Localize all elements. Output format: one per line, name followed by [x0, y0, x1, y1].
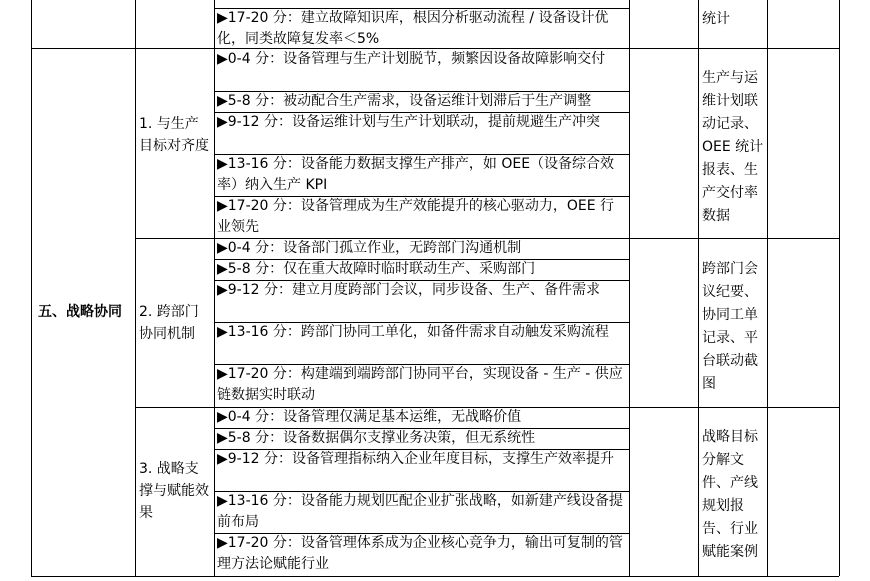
criterion-text: ▶17-20 分：设备管理体系成为企业核心竞争力，输出可复制的管理方法论赋能行业	[217, 535, 623, 572]
table-border-left	[31, 0, 32, 576]
criterion-text: ▶13-16 分：跨部门协同工单化，如备件需求自动触发采购流程	[217, 324, 609, 340]
column-divider	[767, 0, 768, 576]
table-border-bottom	[31, 576, 839, 577]
evidence-text: 生产与运维计划联动记录、OEE 统计报表、生产交付率数据	[702, 70, 764, 224]
criterion-text: ▶5-8 分：仅在重大故障时临时联动生产、采购部门	[217, 261, 536, 277]
criterion-text: ▶0-4 分：设备部门孤立作业，无跨部门沟通机制	[217, 240, 522, 256]
criterion-text: ▶17-20 分：建立故障知识库，根因分析驱动流程 / 设备设计优化，同类故障复发率＜5%	[217, 10, 609, 47]
column-divider	[698, 0, 699, 576]
criterion-text: ▶13-16 分：设备能力数据支撑生产排产，如 OEE（设备综合效率）纳入生产 KPI	[217, 156, 615, 193]
item-label: 1. 与生产目标对齐度	[139, 116, 209, 154]
column-divider	[214, 0, 215, 576]
criterion-text: ▶5-8 分：设备数据偶尔支撑业务决策，但无系统性	[217, 430, 536, 446]
criterion-text: ▶0-4 分：设备管理与生产计划脱节，频繁因设备故障影响交付	[217, 51, 606, 67]
category-label: 五、战略协同	[38, 304, 122, 320]
criterion-text: ▶17-20 分：构建端到端跨部门协同平台，实现设备 - 生产 - 供应链数据实时联动	[217, 366, 623, 403]
criterion-text: ▶0-4 分：设备管理仅满足基本运维，无战略价值	[217, 409, 522, 425]
criterion-text: ▶5-8 分：被动配合生产需求，设备运维计划滞后于生产调整	[217, 93, 592, 109]
criterion-text: ▶9-12 分：设备管理指标纳入企业年度目标，支撑生产效率提升	[217, 451, 614, 467]
criterion-text: ▶13-16 分：设备能力规划匹配企业扩张战略，如新建产线设备提前布局	[217, 493, 623, 530]
item-label: 3. 战略支撑与赋能效果	[139, 461, 209, 521]
criterion-text: ▶17-20 分：设备管理成为生产效能提升的核心驱动力，OEE 行业领先	[217, 198, 615, 235]
evidence-text: 统计	[702, 11, 730, 27]
criterion-text: ▶9-12 分：建立月度跨部门会议，同步设备、生产、备件需求	[217, 282, 600, 298]
column-divider	[629, 0, 630, 576]
column-divider	[135, 0, 136, 576]
table-border-right	[839, 0, 840, 576]
item-label: 2. 跨部门协同机制	[139, 304, 199, 342]
evidence-text: 战略目标分解文件、产线规划报告、行业赋能案例	[702, 429, 758, 560]
evidence-text: 跨部门会议纪要、协同工单记录、平台联动截图	[702, 261, 758, 392]
criterion-text: ▶9-12 分：设备运维计划与生产计划联动，提前规避生产冲突	[217, 114, 600, 130]
